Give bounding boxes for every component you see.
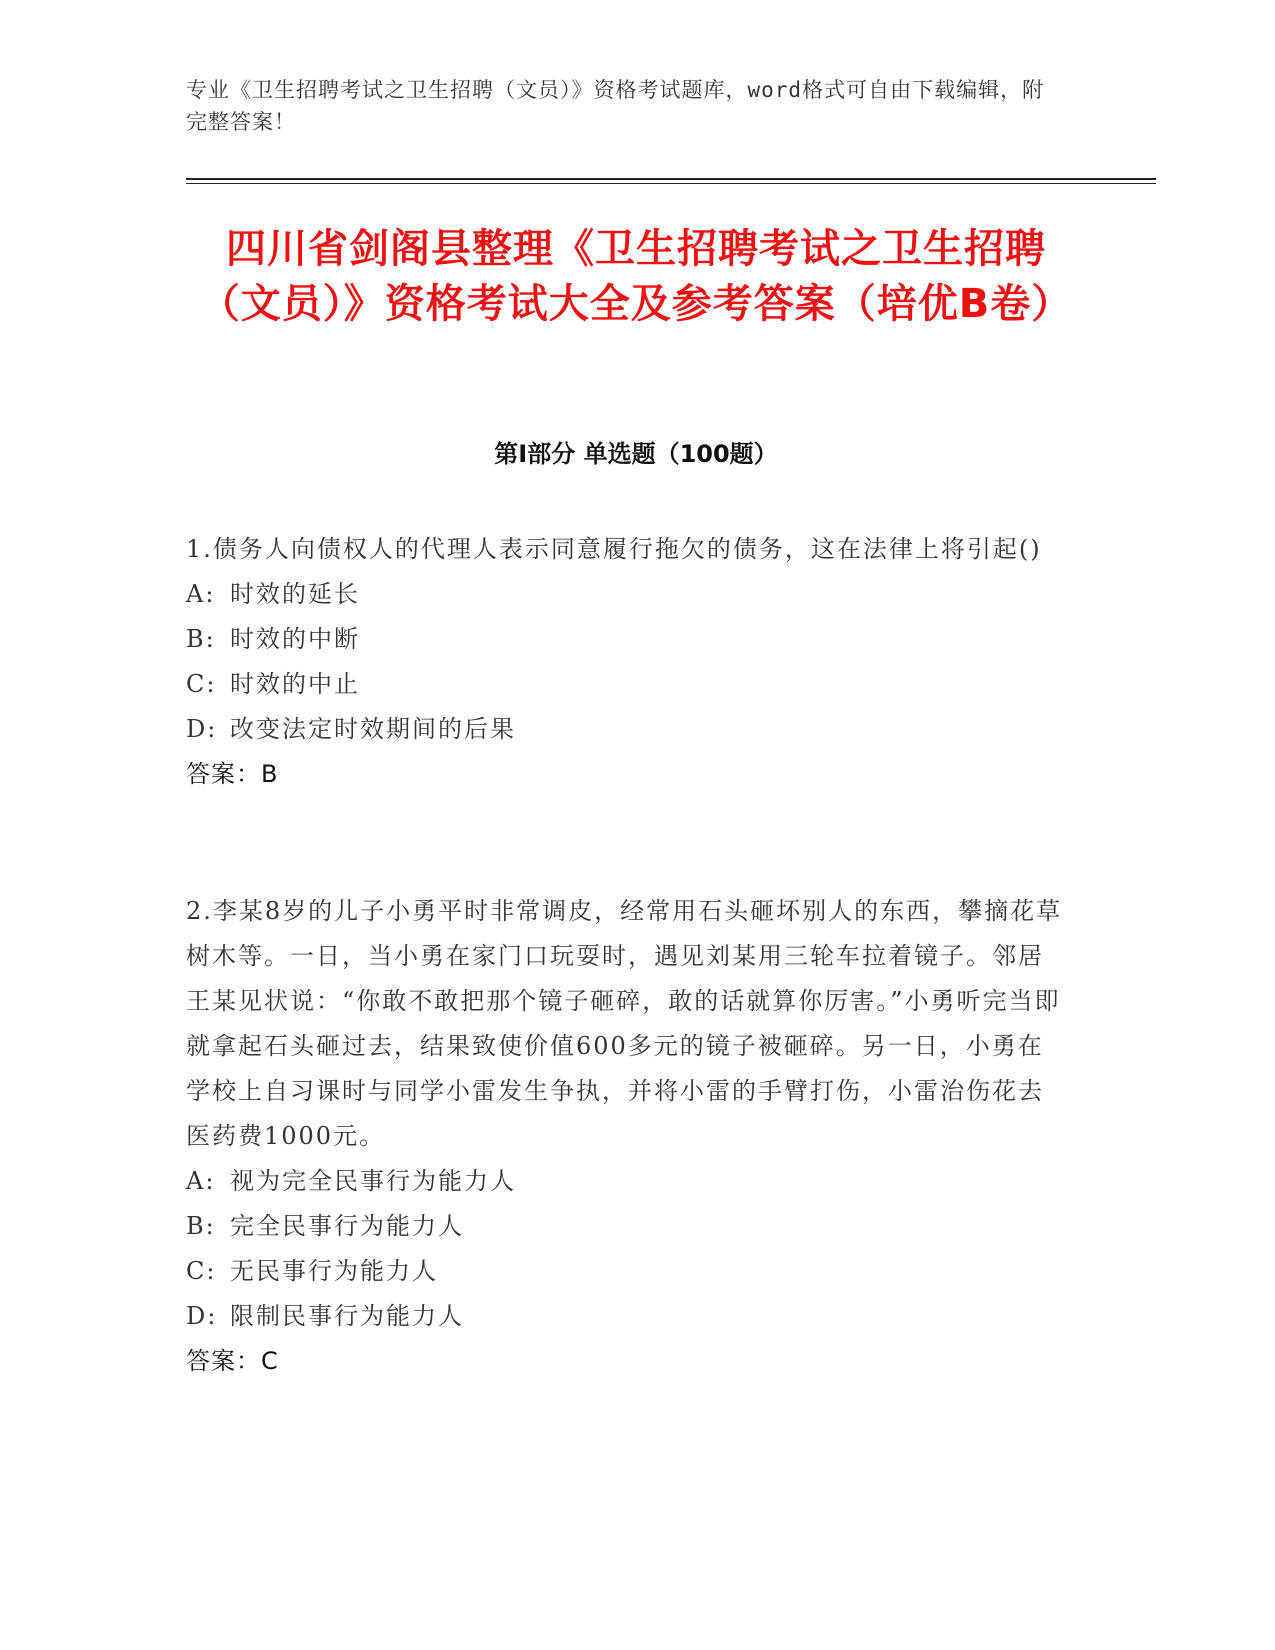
- answer-line: 答案：C: [186, 1347, 279, 1375]
- header-divider: [186, 178, 1156, 180]
- option-label: A:: [186, 580, 216, 608]
- option-text: 时效的中断: [230, 625, 360, 653]
- option-text: 视为完全民事行为能力人: [230, 1167, 516, 1195]
- option-text: 时效的中止: [230, 670, 360, 698]
- question-stem: 2.李某8岁的儿子小勇平时非常调皮，经常用石头砸坏别人的东西，攀摘花草树木等。一日，当小勇在家门口玩耍时，遇见刘某用三轮车拉着镜子。邻居王某见状说：“你敢不敢把那个镜子砸碎，敢的话就算你厉害。”小勇听完当即就拿起石头砸过去，结果致使价值600多元的镜子被砸碎。另一日，小勇在学校上自习课时与同学小雷发生争执，并将小雷的手臂打伤，小雷治伤花去医药费1000元。: [186, 897, 1063, 1150]
- option-label: A:: [186, 1167, 216, 1195]
- option-label: C:: [186, 670, 217, 698]
- header-note: 专业《卫生招聘考试之卫生招聘（文员）》资格考试题库，word格式可自由下载编辑，附完整答案！: [186, 78, 1045, 134]
- option-b: [186, 617, 1066, 662]
- option-label: D:: [186, 715, 218, 743]
- option-d: [186, 707, 1066, 752]
- option-text: 限制民事行为能力人: [230, 1302, 464, 1330]
- option-text: 改变法定时效期间的后果: [230, 715, 516, 743]
- question-item: [186, 527, 1066, 797]
- option-c: [186, 1249, 1066, 1294]
- option-b: [186, 1204, 1066, 1249]
- option-label: C:: [186, 1257, 217, 1285]
- option-text: 无民事行为能力人: [230, 1257, 438, 1285]
- option-text: 完全民事行为能力人: [230, 1212, 464, 1240]
- option-a: [186, 572, 1066, 617]
- option-label: D:: [186, 1302, 218, 1330]
- section-title: 第I部分 单选题（100题）: [494, 440, 778, 468]
- answer-line: 答案：B: [186, 760, 279, 788]
- question-item: [186, 889, 1066, 1384]
- option-d: [186, 1294, 1066, 1339]
- question-stem: 1.债务人向债权人的代理人表示同意履行拖欠的债务，这在法律上将引起(): [186, 535, 1042, 563]
- option-c: [186, 662, 1066, 707]
- option-a: [186, 1159, 1066, 1204]
- option-label: B:: [186, 625, 216, 653]
- option-text: 时效的延长: [230, 580, 360, 608]
- option-label: B:: [186, 1212, 216, 1240]
- header-divider-thin: [186, 183, 1156, 184]
- document-title: 四川省剑阁县整理《卫生招聘考试之卫生招聘（文员）》资格考试大全及参考答案（培优B卷）: [199, 226, 1073, 327]
